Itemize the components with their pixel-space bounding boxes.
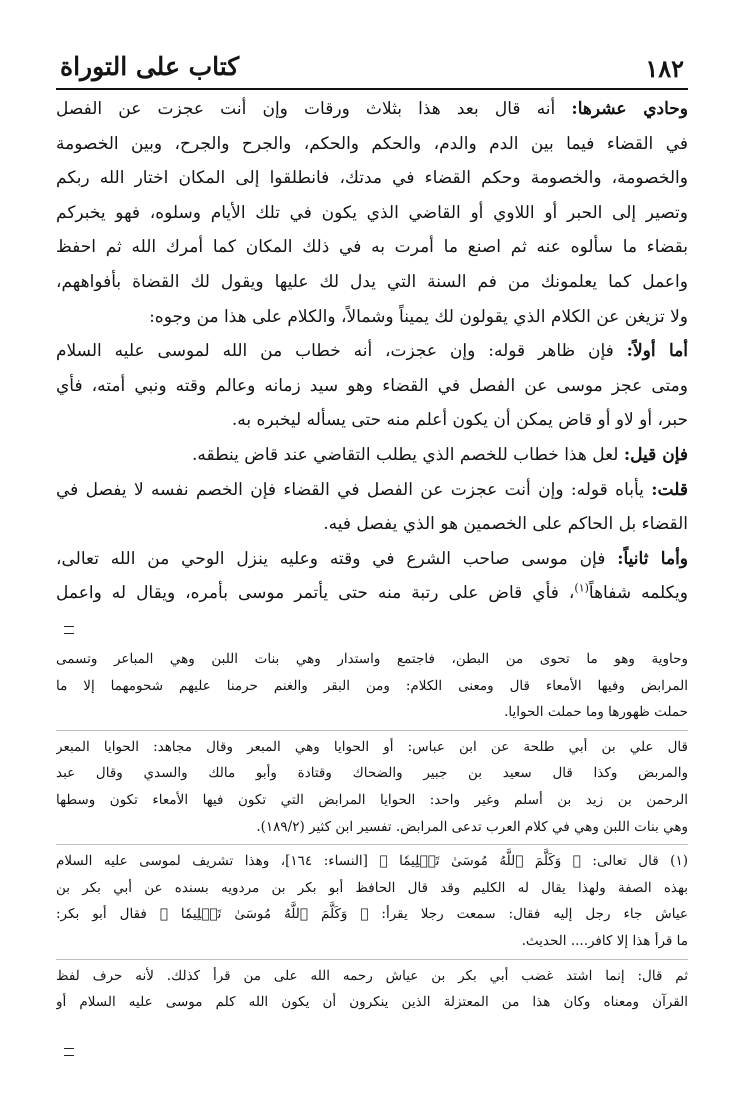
text-line: حبر، أو لاو أو قاض يمكن أن يكون أعلم منه حتى يسأله ليخبره به.: [231, 410, 688, 431]
page-header: [56, 48, 688, 90]
paragraph-lead: أما أولاً:: [626, 341, 688, 362]
footnote-paragraph: [56, 959, 688, 1016]
page-number: ١٨٢: [645, 54, 684, 83]
footnote-line: ما قرأ هذا إلا كافر.... الحديث.: [521, 932, 688, 949]
text-line: القضاء بل الحاكم على الخصمين هو الذي يفصل فيه.: [323, 514, 688, 535]
text-line: [56, 473, 688, 508]
text-run: أنه قال بعد هذا بثلاث ورقات وإن أنت عجزت عن الفصل: [56, 99, 572, 119]
text-line: وتصير إلى الحبر أو اللاوي أو القاضي الذي يكون في تلك الأيام وسلوه، فهو يخبركم: [56, 202, 688, 223]
text-run: لعل هذا خطاب للخصم الذي يطلب التقاضي عند قاض ينطقه.: [191, 444, 624, 465]
running-title: كتاب على التوراة: [60, 52, 240, 81]
paragraph-lead: قلت:: [651, 479, 688, 500]
text-line: بقضاء ما سألوه عنه ثم اصنع ما أمرت به في ذلك المكان كما أمرك الله ثم احفظ: [56, 237, 688, 258]
footnotes: [56, 646, 688, 1020]
text-line: ولا تزيغن عن الكلام الذي يقولون لك يميناً وشمالاً، والكلام على هذا من وجوه:: [149, 306, 688, 327]
text-line: ومتى عجز موسى عن الفصل في القضاء وهو سيد زمانه وعالم وقته ونبي أمته، فأي: [56, 375, 688, 396]
footnote-paragraph: [56, 646, 688, 726]
footnote-line: ثم قال: إنما اشتد غضب أبي بكر بن عياش رحمه الله على من قرأ كذلك. لأنه حرف لفظ: [56, 967, 688, 984]
footnote-reference: (١): [574, 581, 589, 595]
footnote-line: قال علي بن أبي طلحة عن ابن عباس: أو الحوايا وهي المبعر وقال مجاهد: الحوايا المبعر: [56, 738, 688, 755]
footnote-line: الرحمن بن زيد بن أسلم وغير واحد: الحوايا المرابض التي تكون فيها الأمعاء تكون وسطها: [56, 791, 688, 808]
footnote-line: وحاوية وهو ما تحوى من البطن، فاجتمع واستدار وهي بنات اللبن وهي المباعر وتسمى: [56, 651, 688, 667]
text-line: [56, 92, 688, 127]
paragraph-lead: وأما ثانياً:: [617, 548, 688, 569]
text-run: يأباه قوله: وإن أنت عجزت عن الفصل في القضاء فإن الخصم نفسه لا يفصل في: [56, 479, 652, 500]
paragraph-lead: فإن قيل:: [623, 444, 688, 465]
continuation-mark: [64, 1048, 74, 1056]
main-text: [56, 92, 688, 611]
footnote-line: حملت ظهورها وما حملت الحوايا.: [504, 704, 688, 721]
footnote-line: وهي بنات اللبن وهي في كلام العرب تدعى المرابض. تفسير ابن كثير (١٨٩/٢).: [256, 818, 688, 835]
text-line: في القضاء فيما بين الدم والدم، والحكم والحكم، والجرح والجرح، وبين الخصومة: [56, 133, 688, 154]
text-line: [56, 438, 688, 473]
text-line: [56, 576, 688, 611]
footnote-paragraph: [56, 730, 688, 840]
footnote-separator: [56, 620, 688, 632]
text-line: [56, 334, 688, 369]
paragraph-lead: وحادي عشرها:: [571, 99, 688, 119]
text-line: والخصومة، والخصومة وحكم القضاء في مدتك، فانطلقوا إلى المكان اختار الله ربكم: [56, 168, 688, 189]
footnote-line: عياش جاء رجل إليه فقال: سمعت رجلا يقرأ: ﴿ وَكَلَّمَ ٱللَّهُ مُوسَىٰ تَكۡلِيمٗا ﴾ فقال أبو بكر:: [56, 906, 688, 923]
footnote-line: بهذه الصفة ولهذا يقال له الكليم وقد قال الحافظ أبو بكر بن مردويه بسنده عن أبي بكر بن: [56, 879, 688, 896]
continuation-mark: [64, 626, 74, 634]
text-line: واعمل كما يعلمونك من فم السنة التي يدل لك عليها ويقول لك القضاة بأفواههم،: [56, 271, 688, 292]
footnote-line: القرآن ومعناه وكان هذا من المعتزلة الذين ينكرون أن يكون الله كلم موسى عليه السلام أو: [56, 994, 688, 1011]
text-line: [56, 542, 688, 577]
footnote-line: والمربض وكذا قال سعيد بن جبير والضحاك وقتادة وأبو مالك والسدي وقال عبد: [56, 765, 688, 782]
footnote-line: المرابض وفيها الأمعاء قال ومعنى الكلام: ومن البقر والغنم حرمنا عليهم شحومهما إلا ما: [56, 677, 688, 694]
footnote-paragraph: [56, 844, 688, 954]
footnote-line: (١) قال تعالى: ﴿ وَكَلَّمَ ٱللَّهُ مُوسَىٰ تَكۡلِيمٗا ﴾ [النساء: ١٦٤]، وهذا تشريف لموسى عليه السلام: [56, 853, 688, 870]
text-run: فإن ظاهر قوله: وإن عجزت، أنه خطاب من الله لموسى عليه السلام: [56, 341, 627, 362]
text-run: ، فأي قاض على رتبة منه حتى يأتمر موسى بأمره، ويقال له واعمل: [56, 583, 575, 604]
text-run: فإن موسى صاحب الشرع في وقته وعليه ينزل الوحي من الله تعالى،: [56, 548, 618, 569]
text-run: ويكلمه شفاهاً: [588, 583, 688, 604]
